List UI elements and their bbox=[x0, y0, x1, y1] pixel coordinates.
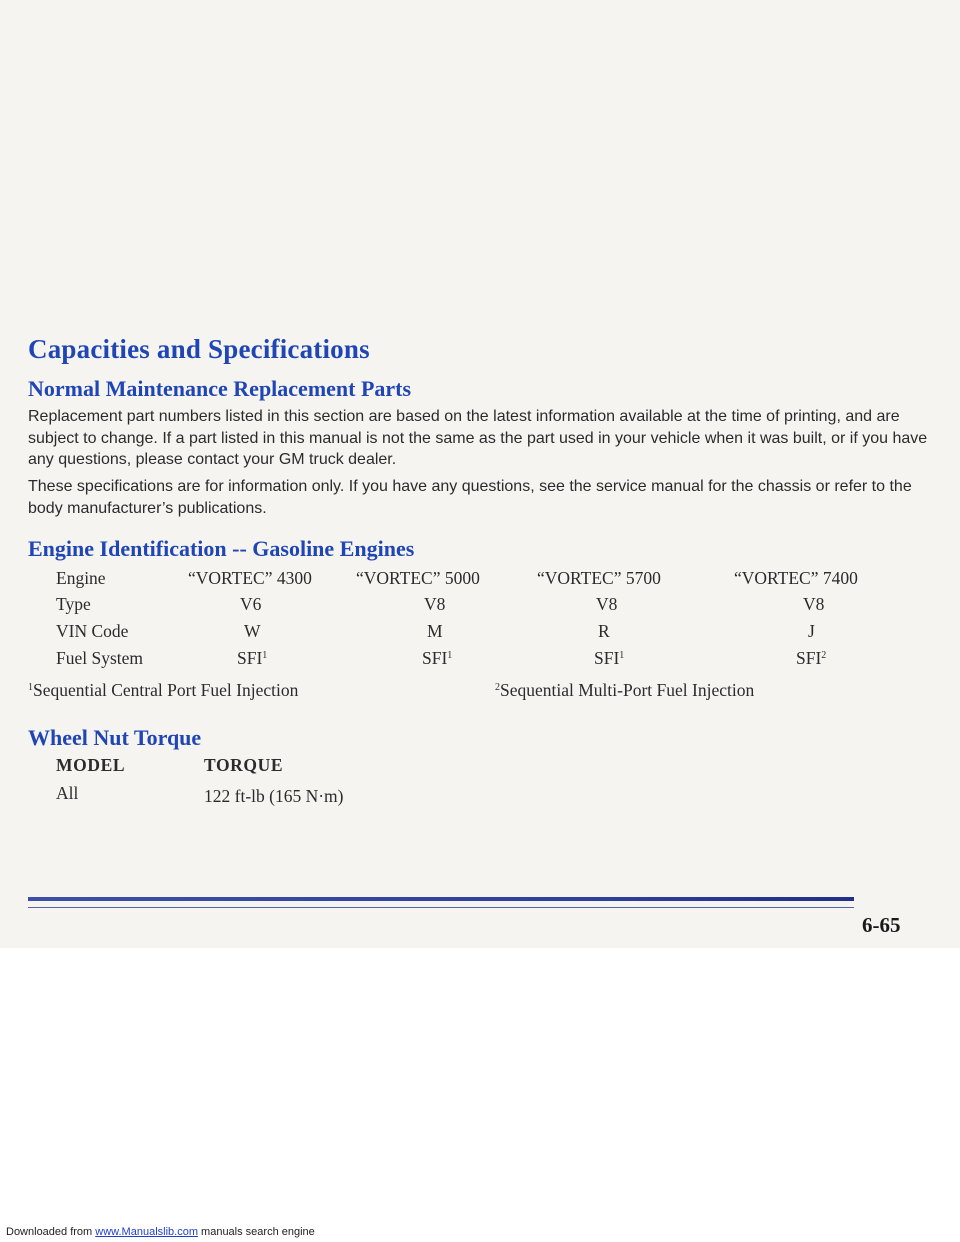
footnote-1: $^1$Sequential Central Port Fuel Injection bbox=[28, 680, 299, 700]
engine-col-2-name: “VORTEC” 5000 bbox=[356, 568, 480, 588]
page-bottom-margin bbox=[0, 948, 960, 1242]
engine-col-1-vin: W bbox=[244, 621, 261, 641]
label-fuel-system: Fuel System bbox=[56, 648, 144, 668]
engine-heading: Engine Identification -- Gasoline Engines bbox=[28, 536, 415, 561]
manualslib-link[interactable]: www.Manualslib.com bbox=[95, 1226, 198, 1238]
label-type: Type bbox=[56, 594, 91, 614]
page-number: 6-65 bbox=[862, 913, 901, 937]
torque-row-value: 122 ft-lb (165 N·m) bbox=[204, 786, 344, 806]
torque-header-torque: TORQUE bbox=[204, 755, 284, 775]
maintenance-paragraph-1: Replacement part numbers listed in this section are based on the latest information available at the time of printing, and are subject to change. If a part listed in this manual is not the same as the part used in your vehicle when it was built, or if you have any questions, please contact your GM truck dealer. bbox=[28, 408, 928, 468]
engine-col-2-type: V8 bbox=[424, 594, 446, 614]
torque-row-model: All bbox=[56, 783, 79, 803]
label-engine: Engine bbox=[56, 568, 106, 588]
footer-rule-thick bbox=[28, 897, 854, 901]
torque-header-model: MODEL bbox=[56, 755, 126, 775]
engine-col-2-vin: M bbox=[427, 621, 443, 641]
page-title: Capacities and Specifications bbox=[28, 334, 370, 364]
engine-col-3-type: V8 bbox=[596, 594, 618, 614]
label-vin-code: VIN Code bbox=[56, 621, 129, 641]
maintenance-heading: Normal Maintenance Replacement Parts bbox=[28, 376, 412, 401]
footer-rule-thin bbox=[28, 907, 854, 908]
engine-col-3-name: “VORTEC” 5700 bbox=[537, 568, 661, 588]
engine-col-4-type: V8 bbox=[803, 594, 825, 614]
engine-col-2-fuel: SFI$^1$ bbox=[422, 648, 453, 668]
maintenance-paragraph-2: These specifications are for information only. If you have any questions, see the service manual for the chassis or refer to the body manufacturer’s publications. bbox=[28, 478, 912, 517]
torque-heading: Wheel Nut Torque bbox=[28, 725, 202, 750]
engine-col-3-vin: R bbox=[598, 621, 610, 641]
engine-col-1-type: V6 bbox=[240, 594, 262, 614]
engine-col-3-fuel: SFI$^1$ bbox=[594, 648, 625, 668]
engine-col-4-vin: J bbox=[808, 621, 815, 641]
download-footer: Downloaded from www.Manualslib.com manuals search engine bbox=[6, 1226, 315, 1238]
engine-col-1-name: “VORTEC” 4300 bbox=[188, 568, 312, 588]
engine-col-4-fuel: SFI$^2$ bbox=[796, 648, 827, 668]
footnote-2: $^2$Sequential Multi-Port Fuel Injection bbox=[495, 680, 755, 700]
engine-col-4-name: “VORTEC” 7400 bbox=[734, 568, 858, 588]
engine-col-1-fuel: SFI$^1$ bbox=[237, 648, 268, 668]
